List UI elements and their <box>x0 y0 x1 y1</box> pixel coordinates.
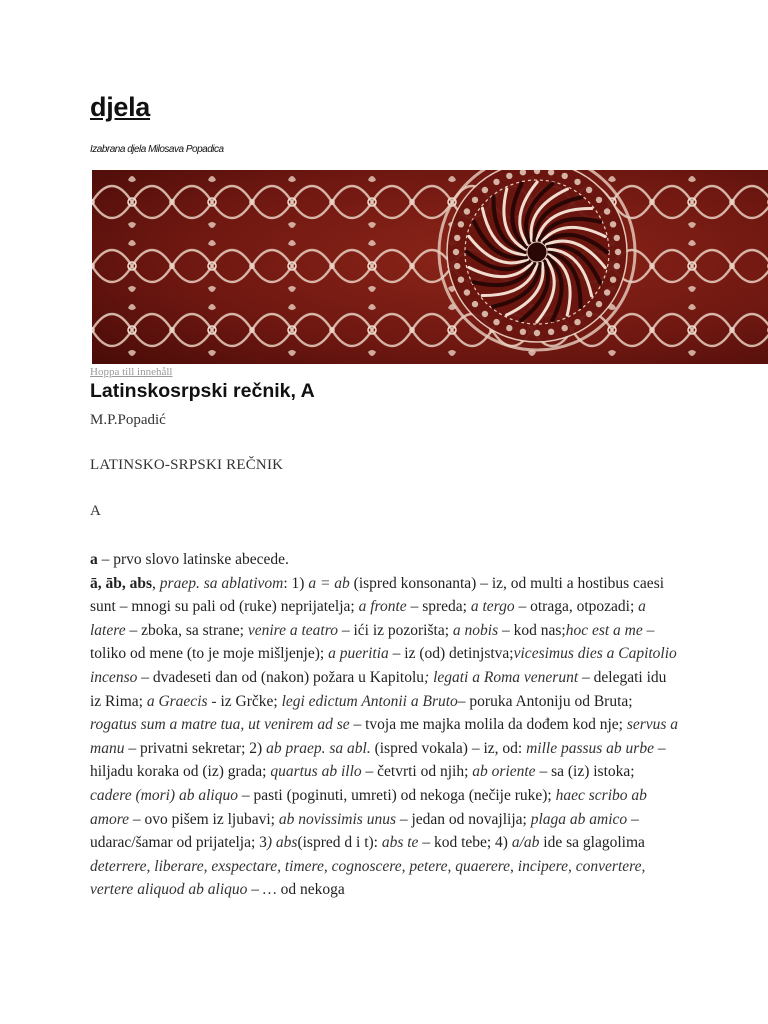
latin-phrase: ab oriente <box>472 763 536 781</box>
entry-text: – privatni sekretar; 2) <box>124 739 267 757</box>
headword: ā, āb, abs <box>90 574 153 592</box>
latin-phrase: mille passus ab urbe <box>526 739 654 757</box>
entry-paragraph <box>90 548 680 902</box>
latin-phrase: plaga ab amico <box>530 810 628 828</box>
site-tagline: Izabrana djela Milosava Popadica <box>90 144 224 155</box>
latin-phrase: a = ab <box>308 574 350 592</box>
header-banner-image <box>92 170 768 364</box>
entry-text: – poruka Antoniju od Bruta; <box>457 692 633 710</box>
entry-text: ide sa glagolima <box>539 834 645 852</box>
headword: a <box>90 551 98 568</box>
latin-phrase: … <box>262 881 277 899</box>
latin-phrase: praep. sa ablativom <box>159 574 284 592</box>
latin-phrase: deterrere, liberare, exspectare, timere, cognoscere, petere, quaerere, incipere, convertere, vertere aliquod ab aliquo <box>90 857 646 899</box>
entry-text: toliko od mene (to je moje mišljenje); <box>90 645 329 663</box>
skip-to-content-link[interactable]: Hoppa till innehåll <box>90 366 173 378</box>
entry-text: – dvadeseti dan od (nakon) požara u Kapitolu <box>137 668 425 686</box>
entry-text: : 1) <box>283 574 309 592</box>
entry-text: – prvo slovo latinske abecede. <box>97 551 289 568</box>
latin-phrase: a/ab <box>511 834 540 852</box>
entry-text: – četvrti od njih; <box>361 763 473 781</box>
latin-phrase: legi edictum Antonii a Bruto <box>281 692 458 710</box>
entry-text: – delegati idu iz Rima; <box>90 668 667 710</box>
entry-text: – zboka, sa strane; <box>125 621 248 639</box>
entry-text: od nekoga <box>276 881 345 899</box>
latin-phrase: ) abs <box>266 834 298 852</box>
entry-text: – tvoja me majka molila da dođem kod nje; <box>349 716 627 734</box>
entry-text: – hiljadu koraka od (iz) grada; <box>90 739 666 781</box>
entry-text: – kod tebe; 4) <box>418 834 512 852</box>
entry-text: – otraga, otpozadi; <box>514 598 639 616</box>
section-letter: A <box>90 503 101 519</box>
latin-phrase: ab praep. sa abl. <box>266 739 371 757</box>
entry-text: – udarac/šamar od prijatelja; 3 <box>90 810 639 852</box>
entry-text: – <box>247 881 263 899</box>
site-title-link[interactable]: djela <box>90 92 151 122</box>
dictionary-heading: LATINSKO-SRPSKI REČNIK <box>90 457 284 473</box>
latin-phrase: quartus ab illo <box>270 763 362 781</box>
entry-text: – spreda; <box>406 598 471 616</box>
latin-phrase: ab novissimis unus <box>278 810 396 828</box>
entry-text: iz Grčke; <box>216 692 282 710</box>
entry-text: – pasti (poginuti, umreti) od nekoga (nečije ruke); <box>237 786 556 804</box>
latin-phrase: haec scribo ab amore <box>90 786 647 828</box>
entry-text: , <box>152 574 160 592</box>
entry-text: (ispred vokala) – iz, od: <box>370 739 527 757</box>
latin-phrase: a Graecis - <box>146 692 217 710</box>
latin-phrase: a tergo <box>470 598 515 616</box>
latin-phrase: abs te <box>381 834 419 852</box>
dictionary-entry-body <box>90 548 680 902</box>
entry-text: – jedan od novajlija; <box>395 810 531 828</box>
latin-phrase: a nobis <box>452 621 499 639</box>
entry-text: (ispred konsonanta) – iz, od multi a hostibus caesi sunt – mnogi su pali od (ruke) neprijatelja; <box>90 574 665 616</box>
latin-phrase: venire a teatro <box>247 621 338 639</box>
entry-text: (ispred d i t): <box>297 834 382 852</box>
entry-text: – iz (od) detinjstva; <box>388 645 514 663</box>
post-title: Latinskosrpski rečnik, A <box>90 380 315 402</box>
latin-phrase: a fronte <box>358 598 407 616</box>
entry-text: – kod nas; <box>498 621 566 639</box>
latin-phrase: a latere <box>90 598 646 639</box>
entry-text: – sa (iz) istoka; <box>535 763 635 781</box>
latin-phrase: hoc est a me – <box>565 621 655 639</box>
latin-phrase: ; legati a Roma venerunt <box>424 668 579 686</box>
post-author: M.P.Popadić <box>90 412 166 428</box>
latin-phrase: servus a manu <box>90 716 679 757</box>
entry-text: – ovo pišem iz ljubavi; <box>129 810 279 828</box>
latin-phrase: rogatus sum a matre tua, ut venirem ad se <box>90 716 350 734</box>
latin-phrase: a pueritia <box>328 645 389 663</box>
latin-phrase: vicesimus dies a Capitolio incenso <box>90 645 677 686</box>
latin-phrase: cadere (mori) ab aliquo <box>90 786 238 804</box>
entry-text: – ići iz pozorišta; <box>337 621 453 639</box>
